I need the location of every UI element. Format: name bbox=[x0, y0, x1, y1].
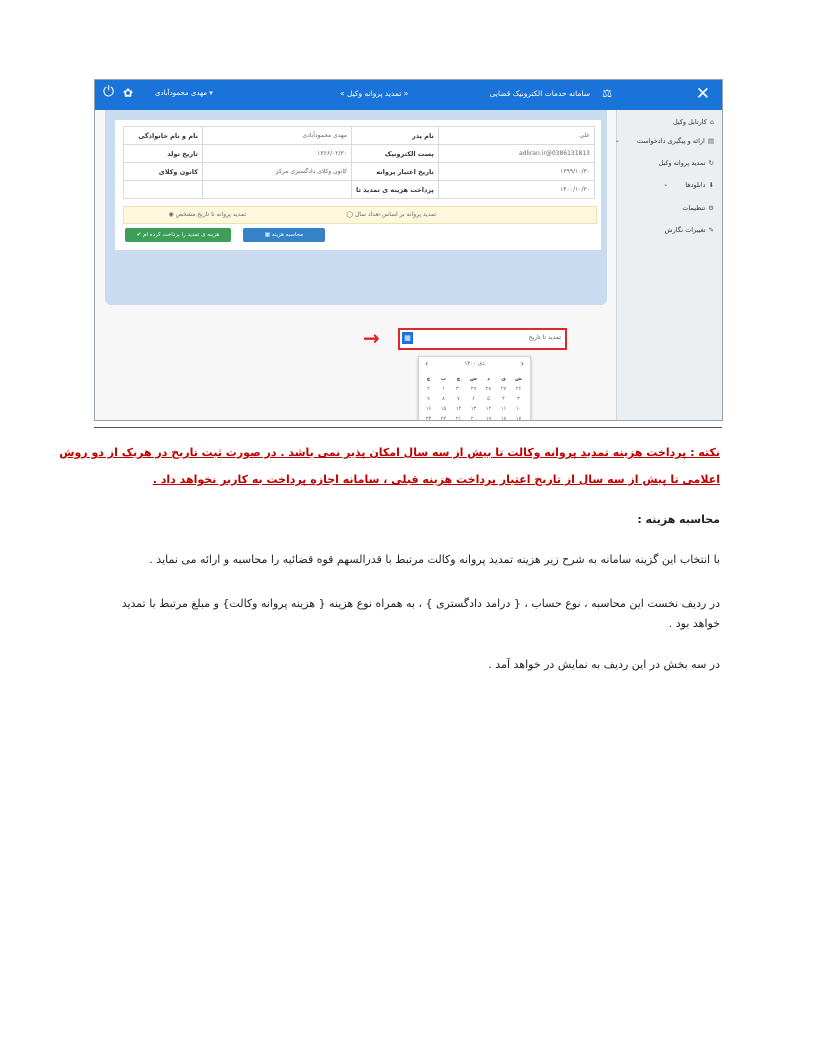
day-cell[interactable]: ۴ bbox=[502, 396, 505, 402]
email-label: پست الکترونیک bbox=[352, 145, 439, 163]
bar-value: کانون وکلای دادگستری مرکز bbox=[203, 163, 352, 181]
validity-label: تاریخ اعتبار پروانه bbox=[352, 163, 439, 181]
sidebar-item-label: دانلودها bbox=[685, 181, 706, 189]
email-value: adliran.ir@0386131813 bbox=[438, 145, 594, 163]
weekday-label: پ bbox=[440, 376, 447, 382]
validity-value: ۱۳۹۹/۱۰/۳۰ bbox=[438, 163, 594, 181]
empty-cell bbox=[124, 181, 203, 199]
sidebar-item-dashboard[interactable] bbox=[673, 118, 714, 126]
renewal-card bbox=[115, 120, 601, 250]
day-cell[interactable]: ۱۰ bbox=[515, 406, 522, 412]
father-label: نام پدر bbox=[352, 127, 439, 145]
button-label: هزینه ی تمدید را پرداخت کرده ام bbox=[143, 232, 220, 238]
refresh-icon: ↻ bbox=[708, 159, 714, 167]
day-cell[interactable]: ۲۶ bbox=[515, 386, 522, 392]
name-label: نام و نام خانوادگی bbox=[124, 127, 203, 145]
day-cell[interactable]: ۱۵ bbox=[440, 406, 447, 412]
renewal-date-field[interactable] bbox=[398, 328, 567, 350]
breadcrumb: « تمدید پروانه وکیل » bbox=[340, 89, 409, 98]
arrow-right-icon: → bbox=[363, 326, 380, 350]
birth-value: ۱۳۶۶/۰۲/۳۰ bbox=[203, 145, 352, 163]
home-icon: ⌂ bbox=[709, 118, 714, 126]
note-line-1: نکته : پرداخت هزینه تمدید پروانه وکالت تا بیش از سه سال امکان پذیر نمی باشد . در صورت ثبت تاریخ در هریک از دو روش bbox=[59, 446, 720, 459]
day-cell[interactable]: ۱۸ bbox=[500, 416, 507, 421]
gear-icon[interactable]: ✿ bbox=[123, 86, 134, 100]
embedded-screenshot bbox=[94, 79, 723, 421]
day-cell[interactable]: ۲۹ bbox=[470, 386, 477, 392]
doc-icon: ▤ bbox=[707, 137, 714, 145]
calendar-icon[interactable]: ▦ bbox=[402, 332, 413, 344]
day-cell[interactable]: ۷ bbox=[457, 396, 460, 402]
day-cell[interactable]: ۱۹ bbox=[485, 416, 492, 421]
radio-by-date[interactable]: ◉ تمدید پروانه تا تاریخ مشخص bbox=[168, 211, 246, 218]
day-cell[interactable]: ۱۴ bbox=[455, 406, 462, 412]
brand-title: سامانه خدمات الکترونیک قضایی bbox=[489, 89, 590, 98]
sidebar-item-label: تغییرات نگارش bbox=[664, 226, 706, 234]
weekday-label: چ bbox=[456, 376, 461, 382]
radio-label: تمدید پروانه تا تاریخ مشخص bbox=[175, 211, 246, 218]
day-cell[interactable]: ۱۶ bbox=[425, 406, 432, 412]
day-cell[interactable]: ۳ bbox=[517, 396, 520, 402]
picker-header bbox=[419, 359, 530, 371]
sidebar-item-settings[interactable] bbox=[682, 204, 714, 212]
paragraph-2-line-2: خواهد بود . bbox=[668, 617, 720, 630]
sidebar bbox=[616, 110, 722, 420]
day-cell[interactable]: ۲۳ bbox=[425, 416, 432, 421]
calculate-button[interactable]: ▦ محاسبه هزینه bbox=[243, 228, 325, 242]
main-panel bbox=[105, 110, 607, 305]
paragraph-3: در سه بخش در این ردیف به نمایش در خواهد آمد . bbox=[488, 658, 720, 671]
day-cell[interactable]: ۱۲ bbox=[485, 406, 492, 412]
radio-by-years[interactable]: ◯ تمدید پروانه بر اساس تعداد سال bbox=[346, 211, 436, 218]
sidebar-item-label: ارائه و پیگیری دادخواست bbox=[636, 137, 705, 145]
paid-button[interactable]: ✔ هزینه ی تمدید را پرداخت کرده ام bbox=[125, 228, 231, 242]
day-cell[interactable]: ۱۱ bbox=[500, 406, 507, 412]
org-logo-icon: ⚖ bbox=[602, 87, 612, 100]
date-picker bbox=[418, 356, 531, 421]
birth-label: تاریخ تولد bbox=[124, 145, 203, 163]
sidebar-item-version-changes[interactable] bbox=[665, 226, 714, 234]
close-icon[interactable]: ✕ bbox=[695, 84, 710, 104]
day-cell[interactable]: ۲۸ bbox=[485, 386, 492, 392]
paid-label: پرداخت هزینه ی تمدید تا bbox=[352, 181, 439, 199]
picker-month: دی ۱۴۰۰ bbox=[464, 361, 485, 367]
power-icon[interactable]: ⏻ bbox=[103, 84, 115, 100]
day-grid bbox=[421, 374, 526, 421]
top-bar bbox=[95, 80, 722, 110]
sidebar-item-license-renewal[interactable] bbox=[658, 159, 714, 167]
action-row bbox=[123, 228, 595, 246]
sidebar-item-label: تمدید پروانه وکیل bbox=[658, 159, 706, 167]
day-cell[interactable]: ۲۲ bbox=[440, 416, 447, 421]
weekday-label: ی bbox=[501, 376, 506, 382]
day-cell[interactable]: ۳۰ bbox=[455, 386, 462, 392]
father-value: علی bbox=[438, 127, 594, 145]
weekday-label: س bbox=[470, 376, 477, 382]
day-cell[interactable]: ۹ bbox=[427, 396, 430, 402]
paragraph-1: با انتخاب این گزینه سامانه به شرح زیر هزینه تمدید پروانه وکالت مرتبط با قدرالسهم قوه قضائیه را محاسبه و ارائه می نماید . bbox=[149, 553, 720, 566]
name-value: مهدی محمودآبادی bbox=[203, 127, 352, 145]
day-cell[interactable]: ۶ bbox=[472, 396, 475, 402]
chevron-right-icon[interactable]: › bbox=[520, 359, 524, 368]
chevron-left-icon[interactable]: ‹ bbox=[425, 359, 429, 368]
paragraph-2-line-1: در ردیف نخست این محاسبه ، نوع حساب ، { درامد دادگستری } ، به همراه نوع هزینه { هزینه پروانه وکالت} و مبلغ مرتبط با تمدید bbox=[121, 597, 720, 610]
empty-cell bbox=[203, 181, 352, 199]
day-cell[interactable]: ۲۷ bbox=[500, 386, 507, 392]
download-icon: ⬇ bbox=[708, 181, 714, 189]
user-menu[interactable]: مهدی محمودآبادی ▾ bbox=[155, 89, 213, 97]
sidebar-item-label: تنظیمات bbox=[682, 204, 706, 212]
divider bbox=[94, 427, 722, 428]
date-label: تمدید تا تاریخ bbox=[528, 334, 561, 341]
note-line-2: اعلامی تا پیش از سه سال از تاریخ اعتبار پرداخت هزینه قبلی ، سامانه اجازه پرداخت به کاربر نخواهد داد . bbox=[152, 473, 720, 486]
sidebar-item-downloads[interactable] bbox=[663, 181, 714, 189]
weekday-label: ج bbox=[426, 376, 431, 382]
day-cell[interactable]: ۱۳ bbox=[470, 406, 477, 412]
weekday-label: د bbox=[487, 376, 490, 382]
chevron-down-icon: ⌄ bbox=[663, 181, 669, 188]
sidebar-item-label: کارتابل وکیل bbox=[672, 118, 707, 126]
bar-label: کانون وکلای bbox=[124, 163, 203, 181]
radio-label: تمدید پروانه بر اساس تعداد سال bbox=[354, 211, 436, 218]
day-cell[interactable]: ۲ bbox=[427, 386, 430, 392]
day-cell[interactable]: ۱۷ bbox=[515, 416, 522, 421]
section-heading: محاسبه هزینه : bbox=[637, 513, 720, 526]
day-cell[interactable]: ۲۱ bbox=[455, 416, 462, 421]
weekday-label: ش bbox=[515, 376, 522, 382]
renewal-mode-radios bbox=[123, 206, 597, 224]
lawyer-info-table bbox=[123, 126, 595, 199]
day-cell[interactable]: ۵ bbox=[487, 396, 490, 402]
paid-value: ۱۴۰۰/۱۰/۳۰ bbox=[438, 181, 594, 199]
settings-icon: ⚙ bbox=[708, 204, 714, 212]
day-cell[interactable]: ۲۰ bbox=[470, 416, 477, 421]
day-cell[interactable]: ۸ bbox=[442, 396, 445, 402]
chevron-down-icon: ⌄ bbox=[614, 137, 620, 144]
sidebar-item-petition[interactable] bbox=[614, 137, 714, 145]
edit-icon: ✎ bbox=[708, 226, 714, 234]
button-label: محاسبه هزینه bbox=[271, 232, 304, 238]
day-cell[interactable]: ۱ bbox=[442, 386, 445, 392]
